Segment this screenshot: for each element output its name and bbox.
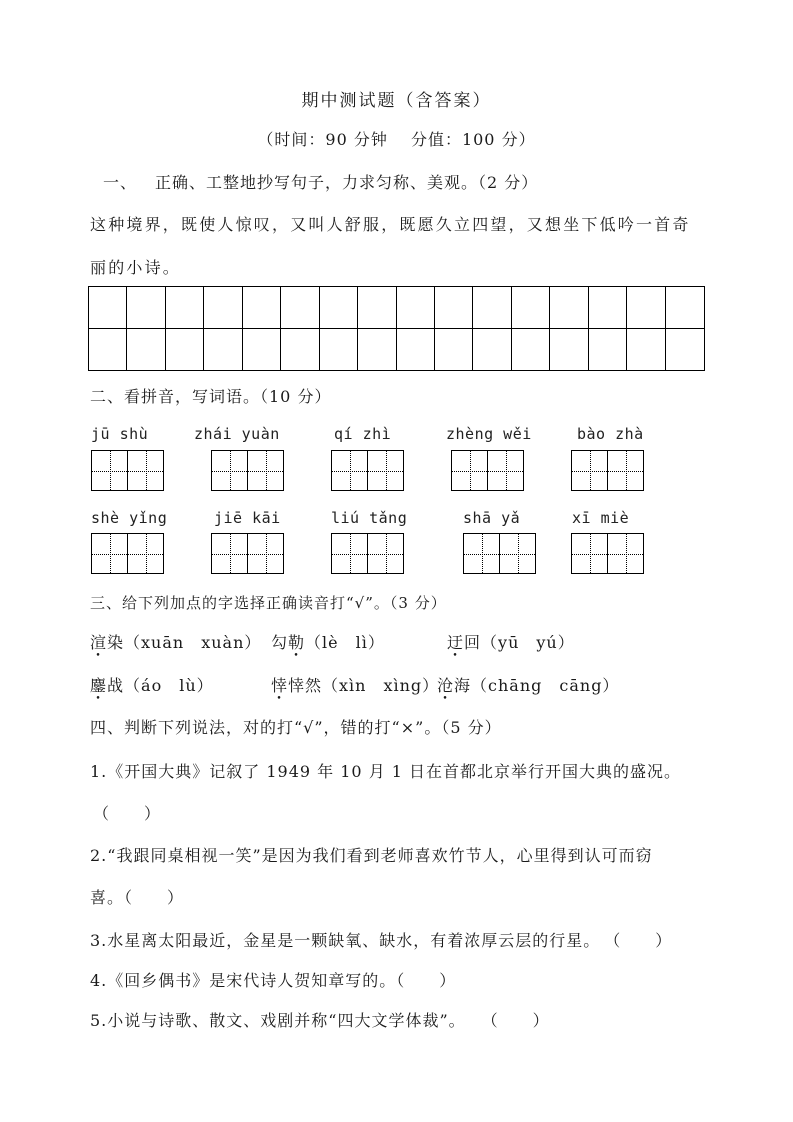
grid-cell[interactable] <box>435 287 473 329</box>
dotted-char: 沧 <box>437 676 455 695</box>
tianzige-cell[interactable] <box>212 534 247 573</box>
grid-cell[interactable] <box>127 329 165 371</box>
tianzige-answer-box[interactable] <box>331 533 404 574</box>
pinyin-options: （chāng cāng） <box>471 676 620 695</box>
page-subtitle: （时间：90 分钟 分值：100 分） <box>257 130 536 149</box>
section3-item-2 <box>271 630 385 653</box>
tianzige-cell[interactable] <box>607 534 643 573</box>
pinyin-label: jiē kāi <box>214 509 281 527</box>
tianzige-answer-box[interactable] <box>463 533 536 574</box>
judge-item-4-text: 4.《回乡偶书》是宋代诗人贺知章写的。 <box>90 971 397 990</box>
tianzige-cell[interactable] <box>572 451 607 490</box>
judge-item-2-cont <box>90 885 184 908</box>
grid-cell[interactable] <box>89 329 127 371</box>
section3-heading: 三、给下列加点的字选择正确读音打“√”。（3 分） <box>90 594 447 612</box>
section1-sentence-line1: 这种境界，既使人惊叹，又叫人舒服，既愿久立四望，又想坐下低吟一首奇 <box>90 215 691 234</box>
tianzige-answer-box[interactable] <box>331 450 404 491</box>
judge-item-5-blank[interactable]: （ ） <box>481 1011 550 1030</box>
grid-cell[interactable] <box>627 287 665 329</box>
tianzige-cell[interactable] <box>367 451 403 490</box>
dotted-char: 鏖 <box>90 676 108 695</box>
section3-item-5 <box>271 673 439 696</box>
judge-item-1: 1.《开国大典》记叙了 1949 年 10 月 1 日在首都北京举行开国大典的盛况。 <box>90 762 682 781</box>
grid-cell[interactable] <box>127 287 165 329</box>
section3-item-6 <box>437 673 619 696</box>
pinyin-label: bào zhà <box>577 425 644 443</box>
word-pre: 勾 <box>271 633 289 652</box>
section3-item-4 <box>90 673 214 696</box>
grid-cell[interactable] <box>320 287 358 329</box>
section3-item-1 <box>90 630 261 653</box>
tianzige-cell[interactable] <box>247 534 283 573</box>
pinyin-options: （xuān xuàn） <box>124 633 262 652</box>
pinyin-label: jū shù <box>91 425 149 443</box>
tianzige-cell[interactable] <box>499 534 535 573</box>
word-rest: 悻然 <box>288 676 323 695</box>
tianzige-answer-box[interactable] <box>91 450 164 491</box>
tianzige-cell[interactable] <box>464 534 499 573</box>
dotted-char: 迂 <box>447 633 465 652</box>
word-rest: 染 <box>107 633 125 652</box>
tianzige-cell[interactable] <box>487 451 523 490</box>
judge-item-5 <box>90 1008 550 1031</box>
grid-cell[interactable] <box>397 329 435 371</box>
tianzige-cell[interactable] <box>247 451 283 490</box>
grid-cell[interactable] <box>204 329 242 371</box>
tianzige-cell[interactable] <box>212 451 247 490</box>
tianzige-cell[interactable] <box>92 451 127 490</box>
grid-cell[interactable] <box>550 287 588 329</box>
tianzige-answer-box[interactable] <box>571 533 644 574</box>
judge-item-2-cont-text: 喜。 <box>90 888 125 907</box>
tianzige-answer-box[interactable] <box>91 533 164 574</box>
section1-heading <box>103 170 538 193</box>
grid-cell[interactable] <box>397 287 435 329</box>
tianzige-cell[interactable] <box>92 534 127 573</box>
word-rest: 战 <box>107 676 125 695</box>
section1-heading-text: 正确、工整地抄写句子，力求匀称、美观。（2 分） <box>155 173 539 192</box>
section1-number: 一、 <box>103 173 138 192</box>
judge-item-3-text: 3.水星离太阳最近，金星是一颗缺氧、缺水，有着浓厚云层的行星。 <box>90 931 601 950</box>
word-rest: 海 <box>454 676 472 695</box>
section3-item-3 <box>447 630 575 653</box>
grid-cell[interactable] <box>473 329 511 371</box>
dotted-char: 悻 <box>271 676 289 695</box>
section4-heading: 四、判断下列说法，对的打“√”，错的打“×”。（5 分） <box>90 718 502 737</box>
judge-item-3 <box>90 928 672 951</box>
pinyin-options: （yū yú） <box>481 633 575 652</box>
grid-cell[interactable] <box>243 329 281 371</box>
page-title: 期中测试题（含答案） <box>301 91 492 111</box>
section1-sentence-line2: 丽的小诗。 <box>90 258 182 277</box>
judge-item-3-blank[interactable]: （ ） <box>604 931 673 950</box>
judge-item-2: 2.“我跟同桌相视一笑”是因为我们看到老师喜欢竹节人，心里得到认可而窃 <box>90 846 653 865</box>
pinyin-options: （áo lù） <box>124 676 214 695</box>
tianzige-answer-box[interactable] <box>451 450 524 491</box>
grid-cell[interactable] <box>589 287 627 329</box>
dotted-char: 渲 <box>90 633 108 652</box>
grid-cell[interactable] <box>166 329 204 371</box>
tianzige-cell[interactable] <box>332 534 367 573</box>
grid-cell[interactable] <box>473 287 511 329</box>
tianzige-cell[interactable] <box>127 451 163 490</box>
pinyin-label: shè yǐng <box>91 509 168 527</box>
dotted-char: 勒 <box>288 633 306 652</box>
grid-cell[interactable] <box>358 329 396 371</box>
tianzige-answer-box[interactable] <box>211 533 284 574</box>
pinyin-options: （xìn xìng） <box>322 676 440 695</box>
grid-cell[interactable] <box>550 329 588 371</box>
grid-cell[interactable] <box>358 287 396 329</box>
grid-cell[interactable] <box>204 287 242 329</box>
section2-heading: 二、看拼音，写词语。（10 分） <box>90 387 332 406</box>
grid-cell[interactable] <box>627 329 665 371</box>
tianzige-cell[interactable] <box>367 534 403 573</box>
pinyin-label: liú tǎng <box>331 509 408 527</box>
grid-cell[interactable] <box>243 287 281 329</box>
pinyin-label: shā yǎ <box>463 509 521 527</box>
judge-item-4-blank[interactable]: （ ） <box>396 971 457 990</box>
judge-item-2-blank[interactable]: （ ） <box>124 888 185 907</box>
grid-cell[interactable] <box>320 329 358 371</box>
grid-cell[interactable] <box>512 287 550 329</box>
grid-cell[interactable] <box>281 287 319 329</box>
grid-cell[interactable] <box>166 287 204 329</box>
pinyin-options: （lè lì） <box>305 633 385 652</box>
tianzige-cell[interactable] <box>572 534 607 573</box>
pinyin-label: xī miè <box>572 509 630 527</box>
tianzige-cell[interactable] <box>452 451 487 490</box>
grid-cell[interactable] <box>589 329 627 371</box>
grid-cell[interactable] <box>281 329 319 371</box>
tianzige-cell[interactable] <box>127 534 163 573</box>
grid-cell[interactable] <box>666 329 704 371</box>
judge-item-1-blank[interactable]: （ ） <box>93 804 162 823</box>
word-rest: 回 <box>464 633 482 652</box>
grid-cell[interactable] <box>666 287 704 329</box>
judge-item-5-text: 5.小说与诗歌、散文、戏剧并称“四大文学体裁”。 <box>90 1011 466 1030</box>
pinyin-label: zhèng wěi <box>446 425 532 443</box>
copy-writing-grid <box>88 286 705 371</box>
pinyin-label: zhái yuàn <box>194 425 280 443</box>
judge-item-4 <box>90 968 456 991</box>
grid-cell[interactable] <box>89 287 127 329</box>
tianzige-answer-box[interactable] <box>571 450 644 491</box>
grid-cell[interactable] <box>435 329 473 371</box>
pinyin-label: qí zhì <box>334 425 392 443</box>
grid-cell[interactable] <box>512 329 550 371</box>
tianzige-answer-box[interactable] <box>211 450 284 491</box>
tianzige-cell[interactable] <box>332 451 367 490</box>
tianzige-cell[interactable] <box>607 451 643 490</box>
